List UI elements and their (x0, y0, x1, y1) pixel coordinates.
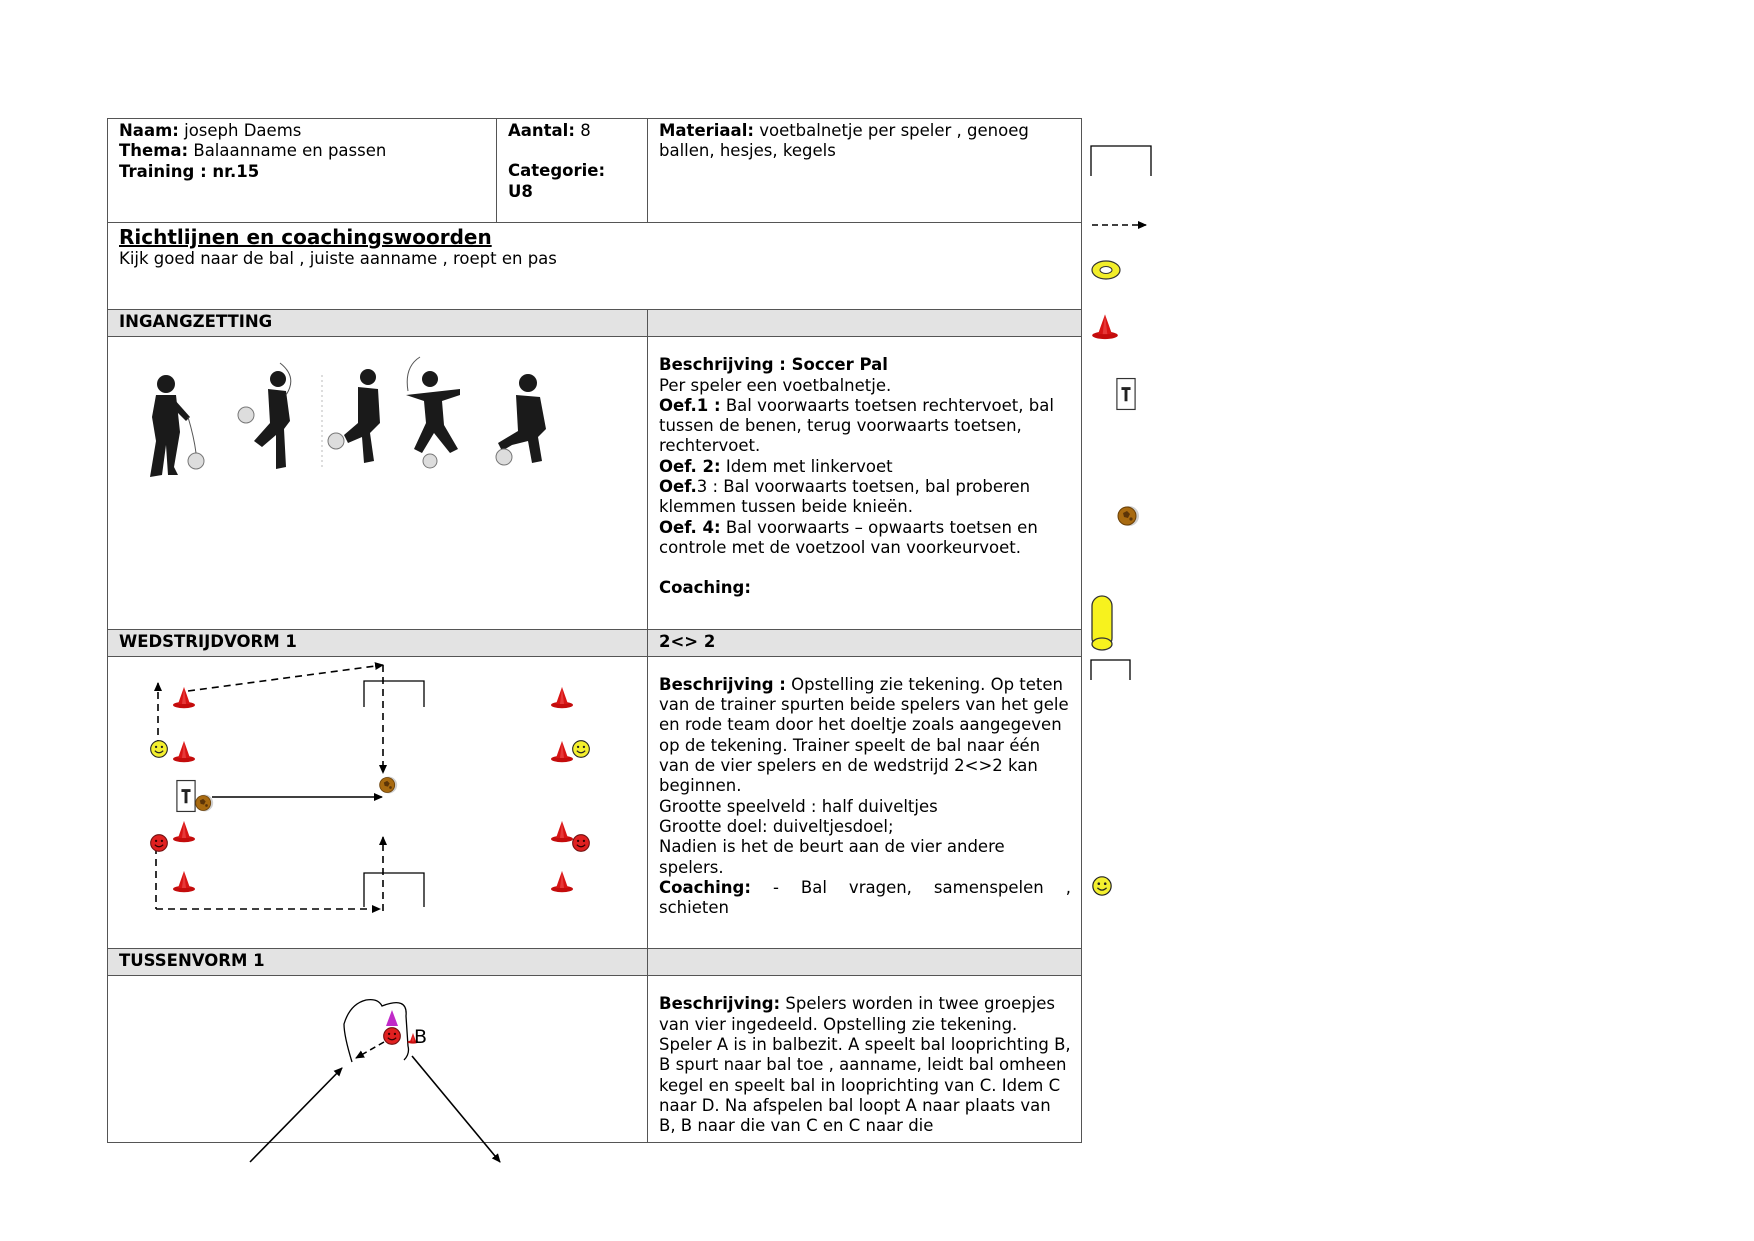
tussenvorm-desc-text: Spelers worden in twee groepjes van vier ingedeeld. Opstelling zie tekening. Speler A is in balbezit. A speelt bal looprichting B, B spurt naar bal toe , aanname, leidt bal omheen kegel en speelt bal in looprichting van C. Idem C naar D. Na afspelen bal loopt A naar plaats van B, B naar die van C en C naar die (659, 994, 1071, 1136)
ingangzetting-description-cell (648, 337, 1082, 629)
cone-icon (551, 821, 573, 842)
oef4-paragraph (659, 518, 1071, 559)
legend-sidebar (1090, 140, 1180, 920)
ring-icon (1092, 261, 1120, 279)
ingangzetting-line1: Per speler een voetbalnetje. (659, 375, 892, 395)
oef3-paragraph (659, 477, 1071, 518)
richtlijnen-title: Richtlijnen en coachingswoorden (119, 225, 492, 249)
wedstrijdvorm-subtitle: 2<> 2 (648, 629, 1082, 656)
oef3-text: 3 : Bal voorwaarts toetsen, bal proberen klemmen tussen beide knieën. (659, 477, 1031, 517)
naam-value: joseph Daems (184, 121, 302, 140)
wedstrijdvorm-coaching-text: - Bal vragen, samenspelen , (772, 877, 1071, 897)
oef2-label: Oef. 2: (659, 456, 721, 476)
tussenvorm-desc-paragraph (659, 994, 1071, 1138)
top-goal (364, 681, 424, 707)
silhouette-3 (322, 369, 380, 467)
goal-icon (1091, 146, 1151, 176)
wedstrijdvorm-coaching-text2: schieten (659, 898, 729, 918)
tussenvorm-header-right (648, 949, 1082, 976)
trainer-icon (1117, 379, 1135, 410)
yellow-player-icon (573, 741, 590, 758)
silhouette-5 (496, 374, 546, 465)
tussenvorm-title: TUSSENVORM 1 (108, 949, 648, 976)
trainer-icon (177, 780, 195, 811)
oef2-text: Idem met linkervoet (725, 456, 893, 476)
header-materiaal-cell (648, 119, 1082, 223)
oef3-label: Oef. (659, 477, 697, 497)
materiaal-label: Materiaal: (659, 121, 754, 140)
pass-dashed-arrow (356, 1042, 384, 1058)
cone-icon (1092, 314, 1118, 339)
aantal-label: Aantal: (508, 121, 575, 140)
silhouette-4 (406, 357, 460, 468)
cone-icon (173, 871, 195, 892)
red-player-icon (384, 1028, 401, 1045)
cone-icon (173, 741, 195, 762)
pole-icon (1092, 596, 1112, 650)
ingangzetting-body-row (108, 337, 1082, 629)
wedstrijdvorm-header-row (108, 629, 1082, 656)
ball-icon (196, 795, 214, 812)
training-form-table (107, 118, 1082, 1143)
materiaal-value: voetbalnetje per speler , genoeg ballen, hesjes, kegels (659, 121, 1029, 161)
ingangzetting-desc-title: Beschrijving : Soccer Pal (659, 355, 888, 375)
tussenvorm-diagram-cell (108, 976, 648, 1143)
small-goal-icon (1091, 660, 1130, 680)
bottom-goal (364, 873, 424, 907)
header-identity-cell (108, 119, 497, 223)
wedstrijdvorm-description-cell (648, 656, 1082, 948)
naam-label: Naam: (119, 121, 179, 140)
red-player-icon (573, 835, 590, 852)
tussenvorm-header-row (108, 949, 1082, 976)
wedstrijdvorm-coaching-label: Coaching: (659, 877, 751, 897)
wedstrijdvorm-desc-paragraph (659, 675, 1071, 797)
cone-icon (173, 821, 195, 842)
run-arrow-right (412, 1056, 500, 1162)
wedstrijdvorm-speelveld: Grootte speelveld : half duiveltjes (659, 796, 938, 816)
richtlijnen-row (108, 223, 1082, 310)
ingangzetting-illustration-cell (108, 337, 648, 629)
tussenvorm-body-row (108, 976, 1082, 1143)
oef1-label: Oef.1 : (659, 395, 721, 415)
wedstrijdvorm-body-row (108, 656, 1082, 948)
wedstrijdvorm-desc-text: Opstelling zie tekening. Op teten van de trainer spurten beide spelers van het gele en rode team door het doeltje zoals aangegeven op de tekening. Trainer speelt de bal naar één van de vier spelers en de wedstrijd 2<>2 kan beginnen. (659, 674, 1069, 796)
oef1-text: Bal voorwaarts toetsen rechtervoet, bal tussen de benen, terug voorwaarts toetsen, rechtervoet. (659, 395, 1054, 456)
training-sheet (107, 118, 1081, 1136)
oef2-paragraph (659, 457, 1071, 477)
oef4-label: Oef. 4: (659, 517, 721, 537)
wedstrijdvorm-diagram (108, 657, 648, 943)
tussenvorm-diagram (108, 976, 648, 1162)
header-group-cell (497, 119, 648, 223)
aantal-value: 8 (580, 121, 591, 140)
wedstrijdvorm-nadien: Nadien is het de beurt aan de vier andere spelers. (659, 837, 1005, 877)
wedstrijdvorm-diagram-cell (108, 656, 648, 948)
ingangzetting-header-right (648, 310, 1082, 337)
thema-label: Thema: (119, 141, 189, 161)
ingangzetting-title: INGANGZETTING (108, 310, 648, 337)
wedstrijdvorm-doel: Grootte doel: duiveltjesdoel; (659, 816, 894, 836)
silhouette-1 (150, 375, 204, 477)
smiley-icon (1093, 877, 1111, 895)
soccer-pal-illustration (108, 337, 648, 623)
player-b-label: B (414, 1026, 428, 1049)
richtlijnen-text: Kijk goed naar de bal , juiste aanname , roept en pas (119, 249, 557, 268)
cone-icon (551, 687, 573, 708)
ball-icon (380, 777, 398, 794)
wedstrijdvorm-title: WEDSTRIJDVORM 1 (108, 629, 648, 656)
header-row (108, 119, 1082, 223)
ingangzetting-coaching-label: Coaching: (659, 578, 751, 598)
training-label: Training : nr.15 (119, 161, 260, 181)
ball-icon (1118, 506, 1139, 526)
categorie-value: U8 (508, 181, 533, 201)
tussenvorm-description-cell (648, 976, 1082, 1143)
thema-value: Balaanname en passen (193, 141, 387, 161)
red-player-icon (151, 835, 168, 852)
oef4-text: Bal voorwaarts – opwaarts toetsen en controle met de voetzool van voorkeurvoet. (659, 517, 1038, 557)
ingangzetting-header-row (108, 310, 1082, 337)
yellow-player-icon (151, 741, 168, 758)
wedstrijdvorm-desc-label: Beschrijving : (659, 674, 786, 694)
run-arrow-left (250, 1068, 342, 1162)
categorie-label: Categorie: (508, 161, 606, 181)
wedstrijdvorm-coaching-line (659, 878, 1071, 898)
purple-cone-icon (386, 1010, 398, 1026)
tussenvorm-desc-label: Beschrijving: (659, 994, 781, 1014)
cone-icon (551, 741, 573, 762)
oef1-paragraph (659, 396, 1071, 457)
silhouette-2 (238, 363, 291, 469)
cone-icon (551, 871, 573, 892)
richtlijnen-cell (108, 223, 1082, 310)
